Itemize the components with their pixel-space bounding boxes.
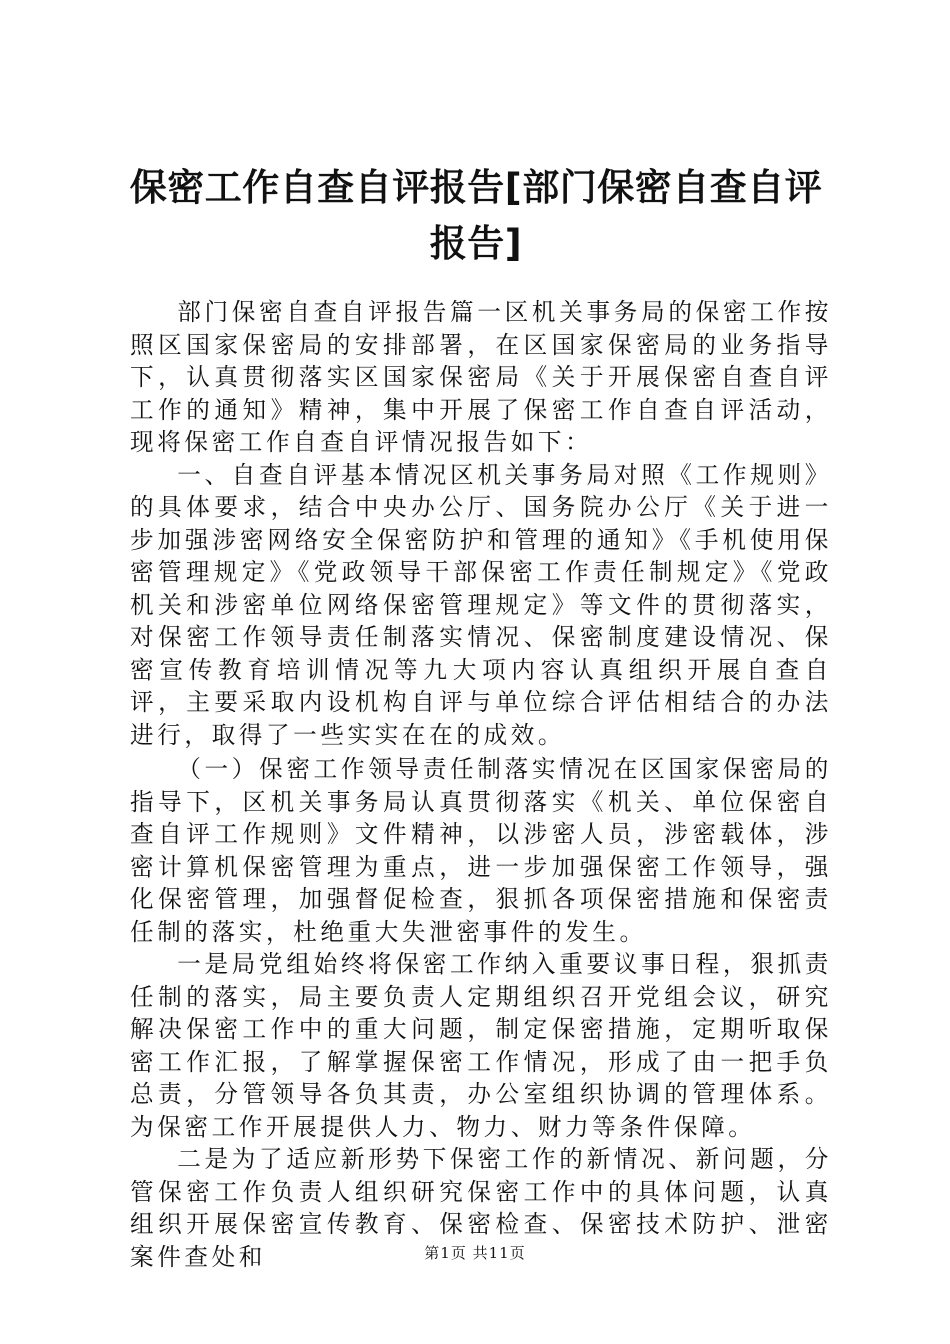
- paragraph-point-one: 一是局党组始终将保密工作纳入重要议事日程，狠抓责任制的落实，局主要负责人定期组织召开党组会议，研究解决保密工作中的重大问题，制定保密措施，定期听取保密工作汇报，了解掌握保密工作情况，形成了由一把手负总责，分管领导各负其责，办公室组织协调的管理体系。为保密工作开展提供人力、物力、财力等条件保障。: [130, 950, 832, 1141]
- paragraph-point-two: 二是为了适应新形势下保密工作的新情况、新问题，分管保密工作负责人组织研究保密工作中的具体问题，认真组织开展保密宣传教育、保密检查、保密技术防护、泄密案件查处和: [130, 1145, 832, 1271]
- page-footer: 第1页 共11页: [424, 1244, 526, 1262]
- page-title: 保密工作自查自评报告[部门保密自查自评报告]: [129, 166, 823, 265]
- document-body: [130, 296, 832, 1273]
- paragraph-subsection-one: （一）保密工作领导责任制落实情况在区国家保密局的指导下，区机关事务局认真贯彻落实《机关、单位保密自查自评工作规则》文件精神，以涉密人员，涉密载体，涉密计算机保密管理为重点，进一步加强保密工作领导，强化保密管理，加强督促检查，狠抓各项保密措施和保密责任制的落实，杜绝重大失泄密事件的发生。: [130, 755, 832, 946]
- paragraph-section-one: 一、自查自评基本情况区机关事务局对照《工作规则》的具体要求，结合中央办公厅、国务院办公厅《关于进一步加强涉密网络安全保密防护和管理的通知》《手机使用保密管理规定》《党政领导干部保密工作责任制规定》《党政机关和涉密单位网络保密管理规定》等文件的贯彻落实，对保密工作领导责任制落实情况、保密制度建设情况、保密宣传教育培训情况等九大项内容认真组织开展自查自评，主要采取内设机构自评与单位综合评估相结合的办法进行，取得了一些实实在在的成效。: [130, 460, 832, 749]
- paragraph-intro: 部门保密自查自评报告篇一区机关事务局的保密工作按照区国家保密局的安排部署，在区国家保密局的业务指导下，认真贯彻落实区国家保密局《关于开展保密自查自评工作的通知》精神，集中开展了保密工作自查自评活动，现将保密工作自查自评情况报告如下：: [130, 298, 832, 456]
